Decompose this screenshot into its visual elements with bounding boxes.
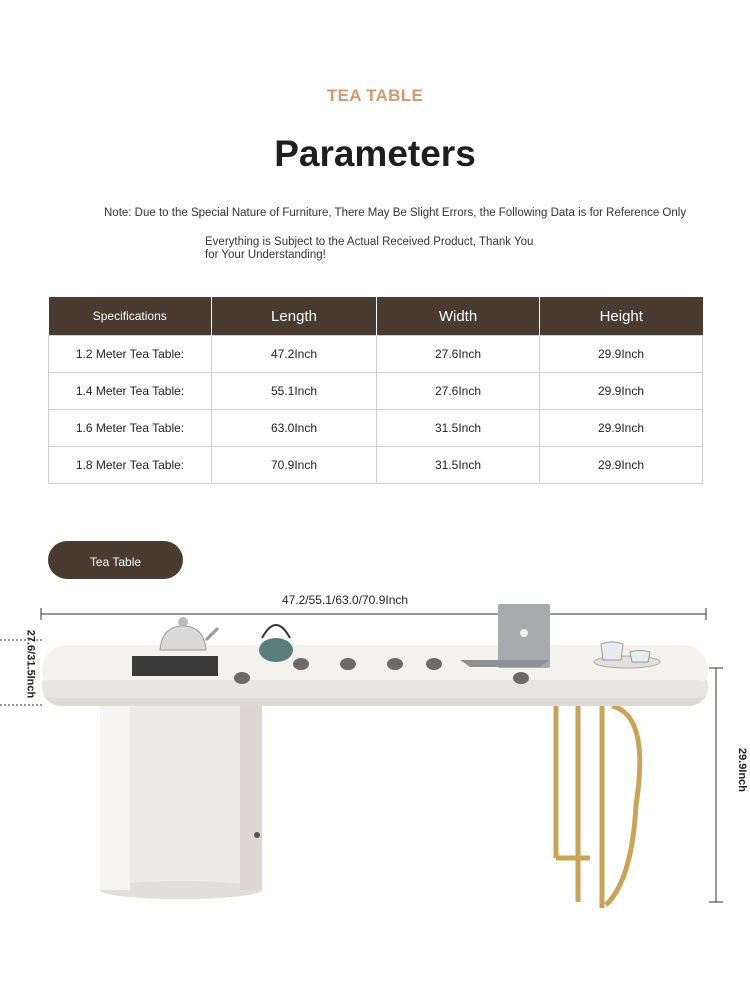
note-text-secondary: Everything is Subject to the Actual Received Product, Thank You for Your Understanding!: [205, 236, 534, 261]
note-text: Note: Due to the Special Nature of Furniture, There May Be Slight Errors, the Following Data is for Reference Only: [104, 207, 687, 219]
table-cell: 63.0Inch: [212, 410, 377, 447]
table-row: [49, 373, 703, 410]
table-row: [49, 447, 703, 484]
table-header-row: [49, 297, 703, 336]
width-dimension-label: 27.6/31.5Inch: [24, 629, 36, 699]
table-row: [49, 336, 703, 373]
table-cell: 70.9Inch: [212, 447, 377, 484]
cylinder-base: [100, 700, 262, 899]
table-cell: 55.1Inch: [212, 373, 377, 410]
column-header: Height: [599, 307, 643, 325]
table-cell: 27.6Inch: [377, 336, 540, 373]
column-header: Length: [212, 297, 377, 336]
table-cell: 31.5Inch: [377, 410, 540, 447]
teapot: [259, 625, 293, 662]
table-cell: 29.9Inch: [540, 336, 703, 373]
column-header: Specifications: [49, 297, 212, 336]
table-cell: 29.9Inch: [540, 447, 703, 484]
table-cell: 47.2Inch: [212, 336, 377, 373]
table-cell: 1.8 Meter Tea Table:: [49, 447, 212, 484]
tea-table-label-pill: Tea Table: [48, 541, 183, 579]
product-illustration: [0, 600, 750, 920]
length-dimension-label: 47.2/55.1/63.0/70.9Inch: [281, 593, 409, 607]
table-cell: 31.5Inch: [377, 447, 540, 484]
parameters-table: [48, 297, 703, 484]
length-dimension-line: [41, 608, 706, 620]
table-cell: 1.6 Meter Tea Table:: [49, 410, 212, 447]
table-cell: 29.9Inch: [540, 410, 703, 447]
page-title: Parameters: [274, 133, 476, 174]
table-row: [49, 410, 703, 447]
table-cell: 1.4 Meter Tea Table:: [49, 373, 212, 410]
height-dimension-label: 29.9Inch: [736, 747, 748, 793]
gold-frame-leg: [556, 702, 640, 908]
table-cell: 1.2 Meter Tea Table:: [49, 336, 212, 373]
table-cell: 27.6Inch: [377, 373, 540, 410]
column-header: Width: [377, 297, 540, 336]
table-cell: 29.9Inch: [540, 373, 703, 410]
eyebrow-label: TEA TABLE: [326, 86, 424, 105]
